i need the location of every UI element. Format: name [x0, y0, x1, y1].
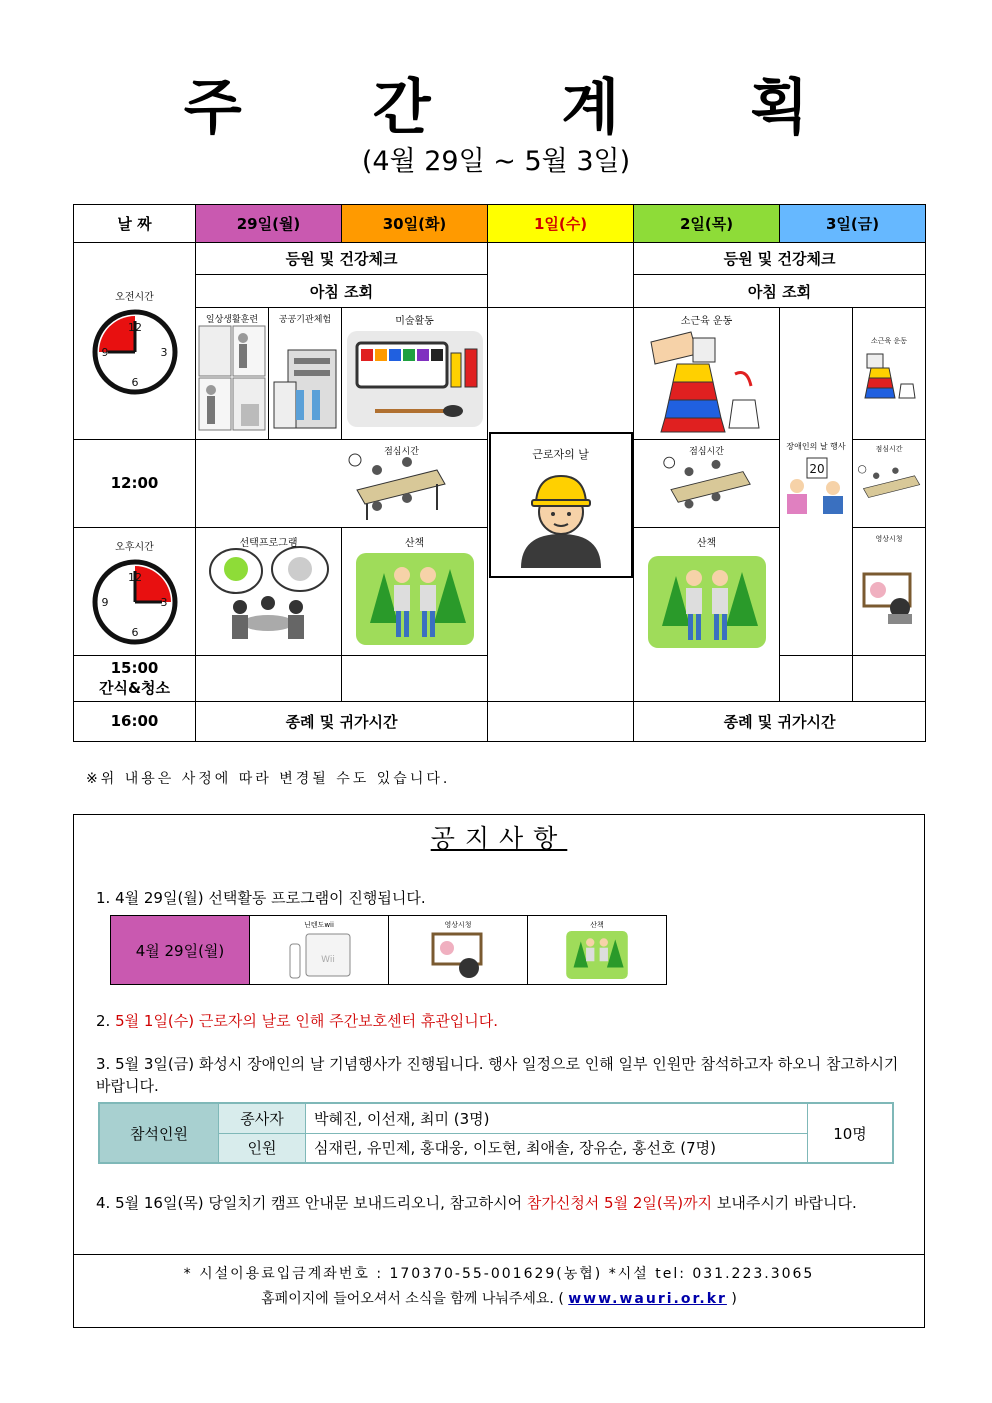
notice-heading: 공지사항 [430, 824, 568, 853]
attendance-label: 참석인원 [99, 1103, 219, 1163]
homepage-line: 홈페이지에 들어오셔서 소식을 함께 나눠주세요. ( www.wauri.or.kr ) [261, 1291, 737, 1307]
fri-video-cell: 영상시청 [853, 527, 926, 655]
weekly-schedule-table [73, 204, 926, 742]
strip-wii: 닌텐도wii Wii [250, 916, 389, 984]
strip-walk-icon [565, 931, 629, 979]
wed-blank-top [488, 243, 634, 308]
svg-text:3: 3 [160, 345, 167, 359]
disability-day-label: 장애인의 날 행사 [786, 442, 846, 452]
thu-header: 2일(목) [634, 205, 780, 243]
svg-text:6: 6 [131, 375, 138, 389]
svg-text:12: 12 [127, 570, 142, 584]
noon-time: 12:00 [74, 440, 196, 527]
change-note: ※위 내용은 사정에 따라 변경될 수도 있습니다. [86, 771, 451, 787]
staff-label: 종사자 [219, 1103, 306, 1133]
cup-stacking-icon [647, 324, 767, 434]
snack-time-cell: 15:00 간식&청소 [74, 655, 196, 701]
wed-blank-bottom [488, 701, 634, 741]
fine-motor-cell: 소근육 운동 [634, 308, 780, 440]
mon-header: 29일(월) [196, 205, 342, 243]
fri-snack-cell-a [780, 655, 853, 701]
footer [74, 1254, 924, 1327]
afternoon-time-cell [74, 527, 196, 655]
elective-program-icon [204, 545, 334, 649]
end-time: 16:00 [74, 701, 196, 741]
building-icon [270, 330, 340, 430]
fri-lunch-cell: 점심시간 [853, 440, 926, 527]
date-header: 날 짜 [74, 205, 196, 243]
paint-palette-icon [345, 329, 485, 429]
fri-cup-stacking-icon [859, 348, 919, 408]
svg-text:3: 3 [160, 595, 167, 609]
mon-snack-cell [196, 655, 342, 701]
member-label: 인원 [219, 1133, 306, 1163]
member-names: 심재린, 유민제, 홍대웅, 이도현, 최애솔, 장유순, 홍선호 (7명) [306, 1133, 808, 1163]
fri-header: 3일(금) [780, 205, 926, 243]
wed-header: 1일(수) [488, 205, 634, 243]
morning-time-cell [74, 243, 196, 440]
svg-text:6: 6 [131, 625, 138, 639]
page-title: 주 간 계 획 [183, 73, 864, 143]
labor-day-label: 근로자의 날 [532, 447, 589, 461]
wed-holiday-cell [488, 308, 634, 702]
strip-date: 4월 29일(월) [111, 916, 250, 984]
strip-walk: 산책 [528, 916, 666, 984]
date-range: (4월 29일 ~ 5월 3일) [361, 146, 631, 177]
staff-names: 박혜진, 이선재, 최미 (3명) [306, 1103, 808, 1133]
clock-afternoon-icon [92, 559, 178, 645]
public-institution-cell: 공공기관체험 [269, 308, 342, 440]
thu-walk-icon [648, 556, 766, 648]
homepage-link[interactable]: www.wauri.or.kr [568, 1291, 727, 1307]
tue-header: 30일(화) [342, 205, 488, 243]
attendance-total: 10명 [808, 1103, 894, 1163]
elective-program-cell: 선택프로그램 [196, 527, 342, 655]
fri-lunch-icon [857, 456, 921, 516]
video-watching-icon [860, 568, 918, 624]
fri-disability-day-cell [780, 308, 853, 656]
elective-strip [110, 915, 667, 985]
art-activity-cell: 미술활동 [342, 308, 488, 440]
worker-helmet-icon [516, 468, 606, 568]
mon-dismissal: 종례 및 귀가시간 [196, 701, 488, 741]
svg-text:12: 12 [127, 320, 142, 334]
notice-item-4: 4. 5월 16일(목) 당일치기 캠프 안내문 보내드리오니, 참고하시어 참가신청서 5월 2일(목)까지 보내주시기 바랍니다. [96, 1194, 857, 1212]
clock-morning-icon [92, 309, 178, 395]
thu-lunch-cell: 점심시간 [634, 440, 780, 527]
tue-snack-cell [342, 655, 488, 701]
notice-item-1: 1. 4월 29일(월) 선택활동 프로그램이 진행됩니다. [96, 889, 426, 907]
strip-video-icon [423, 930, 493, 980]
thu-dismissal: 종례 및 귀가시간 [634, 701, 926, 741]
thu-checkin: 등원 및 건강체크 [634, 243, 926, 275]
svg-text:20: 20 [809, 462, 825, 477]
thu-morning-meeting: 아침 조회 [634, 275, 926, 308]
svg-text:9: 9 [101, 345, 108, 359]
mon-morning-meeting: 아침 조회 [196, 275, 488, 308]
daily-living-icon [197, 324, 267, 434]
morning-label: 오전시간 [115, 291, 154, 303]
bank-account-info: * 시설이용료입금계좌번호 : 170370-55-001629(농협) *시설 tel: 031.223.3065 [183, 1266, 815, 1282]
svg-text:9: 9 [101, 595, 108, 609]
disability-day-icon [783, 456, 849, 516]
attendance-table [98, 1102, 894, 1164]
fri-snack-cell-b [853, 655, 926, 701]
mon-lunch-cell: 점심시간 [196, 440, 488, 527]
thu-walk-cell: 산책 [634, 527, 780, 701]
strip-video: 영상시청 [389, 916, 528, 984]
daily-living-cell: 일상생활훈련 [196, 308, 269, 440]
notice-box [73, 814, 925, 1328]
notice-item-3: 3. 5월 3일(금) 화성시 장애인의 날 기념행사가 진행됩니다. 행사 일정으로 인해 일부 인원만 참석하고자 하오니 참고하시기 바랍니다. [96, 1055, 899, 1095]
svg-text:Wii: Wii [321, 955, 335, 965]
wii-console-icon [284, 930, 354, 980]
mon-checkin: 등원 및 건강체크 [196, 243, 488, 275]
fri-fine-motor-cell: 소근육 운동 [853, 308, 926, 440]
notice-item-2: 2. 5월 1일(수) 근로자의 날로 인해 주간보호센터 휴관입니다. [96, 1012, 499, 1030]
lunch-table-icon [347, 450, 447, 522]
walk-icon [356, 553, 474, 645]
mon-walk-cell: 산책 [342, 527, 488, 655]
afternoon-label: 오후시간 [115, 541, 154, 553]
thu-lunch-icon [662, 452, 752, 520]
